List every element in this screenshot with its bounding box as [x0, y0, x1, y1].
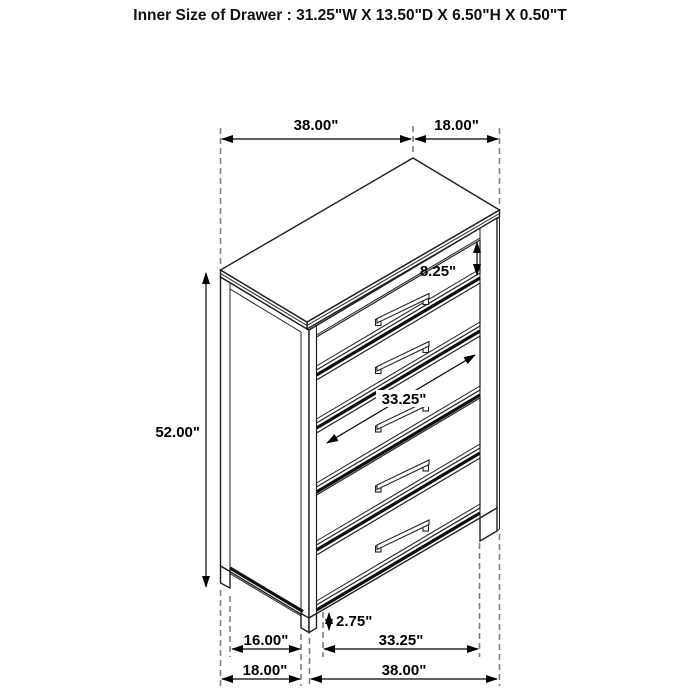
dim-bottom-width-label: 38.00" [381, 662, 427, 679]
chest-side-face [221, 277, 310, 628]
dim-base-width-label: 33.25" [378, 632, 424, 649]
dimension-foot-height [323, 612, 372, 657]
dim-bottom-depth-label: 18.00" [242, 662, 288, 679]
dim-top-depth-label: 18.00" [434, 117, 479, 134]
dim-foot-height-label: 2.75" [336, 613, 373, 630]
dim-base-depth-label: 16.00" [243, 632, 289, 649]
dim-top-width-label: 38.00" [293, 117, 339, 134]
dim-drawer-width-label: 33.25" [381, 391, 427, 408]
page-title: Inner Size of Drawer : 31.25"W X 13.50"D X 6.50"H X 0.50"T [133, 7, 567, 24]
dim-overall-height-label: 52.00" [155, 424, 200, 441]
dimension-overall-height [155, 273, 206, 587]
dim-first-drawer-height-label: 8.25" [419, 263, 457, 280]
chest-drawing [221, 158, 500, 633]
